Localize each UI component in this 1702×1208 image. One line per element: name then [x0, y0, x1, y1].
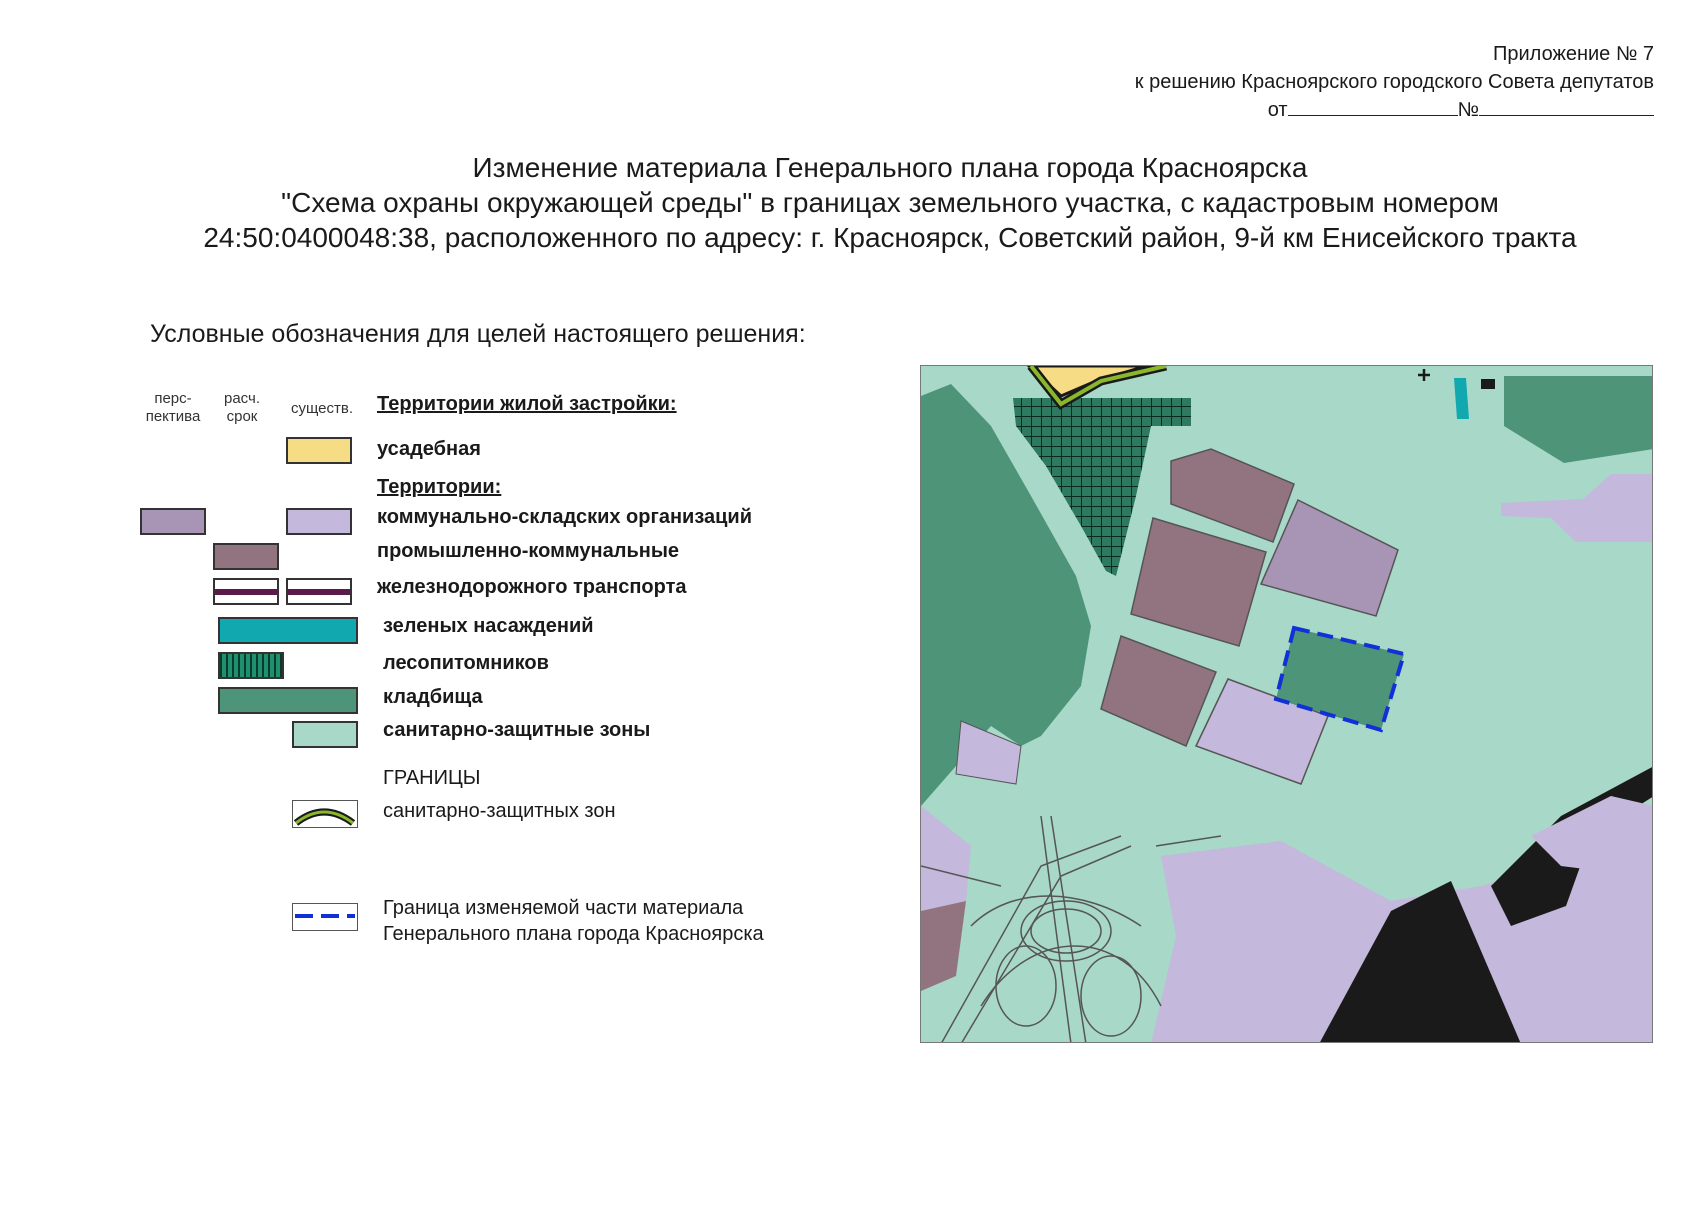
map-panel	[920, 365, 1653, 1043]
swatch-manor	[286, 437, 352, 464]
document-title	[130, 150, 1650, 255]
swatch-industrial-calc	[213, 543, 279, 570]
label-change-border	[383, 895, 764, 947]
map-drawing	[921, 366, 1653, 1043]
legend-caption: Условные обозначения для целей настоящего решения:	[150, 320, 806, 348]
appendix-number: Приложение № 7	[1493, 43, 1654, 65]
label-communal-storage: коммунально-складских организаций	[377, 506, 752, 528]
arc-icon	[293, 801, 356, 826]
change-border-line-1: Граница изменяемой части материала	[383, 897, 744, 919]
appendix-date-number	[894, 96, 1654, 124]
swatch-green	[218, 617, 358, 644]
change-border-line-2: Генерального плана города Красноярска	[383, 923, 764, 945]
title-line-3: 24:50:0400048:38, расположенного по адресу: г. Красноярск, Советский район, 9-й км Енисейского тракта	[203, 222, 1577, 253]
column-existing: существ.	[290, 400, 354, 417]
label-railway: железнодорожного транспорта	[377, 576, 687, 598]
number-blank	[1479, 97, 1654, 116]
label-manor: усадебная	[377, 438, 481, 460]
title-line-1: Изменение материала Генерального плана города Красноярска	[472, 152, 1308, 183]
swatch-communal-storage-perspective	[140, 508, 206, 535]
number-label: №	[1457, 99, 1479, 121]
title-line-2: "Схема охраны окружающей среды" в границах земельного участка, с кадастровым номером	[281, 187, 1499, 218]
label-sanitary-border: санитарно-защитных зон	[383, 800, 616, 822]
dashed-line-icon	[293, 904, 356, 929]
symbol-change-border	[292, 903, 358, 931]
territories-heading: Территории:	[377, 476, 502, 498]
swatch-railway-existing	[286, 578, 352, 605]
building-icon	[1481, 379, 1495, 389]
date-blank	[1288, 97, 1458, 116]
swatch-cemetery	[218, 687, 358, 714]
swatch-communal-storage-existing	[286, 508, 352, 535]
label-sanitary: санитарно-защитные зоны	[383, 719, 651, 741]
appendix-block	[894, 40, 1654, 124]
symbol-sanitary-border	[292, 800, 358, 828]
residential-heading: Территории жилой застройки:	[377, 393, 677, 415]
column-perspective: перс- пектива	[145, 390, 201, 425]
swatch-sanitary	[292, 721, 358, 748]
label-green: зеленых насаждений	[383, 615, 594, 637]
appendix-decision: к решению Красноярского городского Совета депутатов	[1134, 71, 1654, 93]
label-industrial-communal: промышленно-коммунальные	[377, 540, 680, 562]
label-nursery: лесопитомников	[383, 652, 549, 674]
borders-heading: ГРАНИЦЫ	[383, 767, 481, 789]
swatch-nursery	[218, 652, 284, 679]
column-calc-term: расч. срок	[224, 390, 260, 425]
label-cemetery: кладбища	[383, 686, 483, 708]
swatch-railway-calc	[213, 578, 279, 605]
from-label: от	[1267, 99, 1288, 121]
